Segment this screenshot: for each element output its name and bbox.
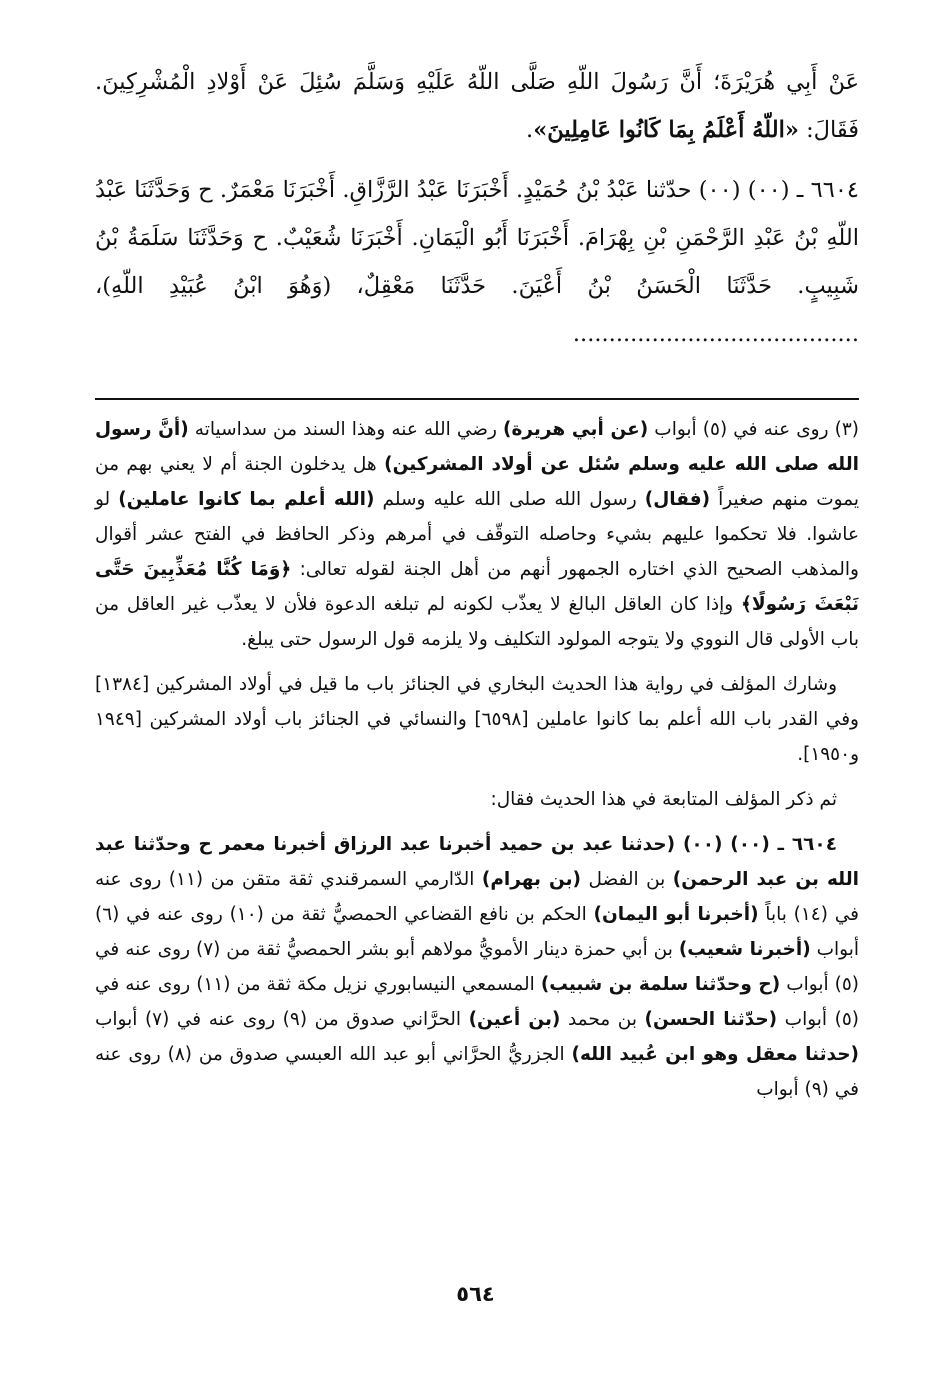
footnotes	[95, 412, 859, 1107]
continuation-dots: ........................................	[572, 321, 859, 347]
footnote-mutabaa-intro: ثم ذكر المؤلف المتابعة في هذا الحديث فقال:	[490, 789, 837, 810]
prophet-quote: «اللّهُ أَعْلَمُ بِمَا كَانُوا عَامِلِينَ»	[533, 117, 799, 143]
hadith-paragraph: عَنْ أَبِي هُرَيْرَةَ؛ أَنَّ رَسُولَ اللّهِ صَلَّى اللّهُ عَلَيْهِ وَسَلَّمَ سُئِلَ عَنْ أَوْلادِ الْمُشْرِكِينَ. فَقَالَ: «اللّهُ أَعْلَمُ بِمَا كَانُوا عَامِلِينَ».	[95, 69, 859, 143]
footnote-isnad-commentary: ٦٦٠٤ ـ (٠٠) (٠٠) (حدثنا عبد بن حميد أخبرنا عبد الرزاق أخبرنا معمر ح وحدّثنا عبد الله بن عبد الرحمن) بن الفضل (بن بهرام) الدّارمي السمرقندي ثقة متقن من (١١) روى عنه في (١٤) باباً (أخبرنا أبو اليمان) الحكم بن نافع القضاعي الحمصيُّ ثقة من (١٠) روى عنه في (٦) أبواب (أخبرنا شعيب) بن أبي حمزة دينار الأمويُّ مولاهم أبو بشر الحمصيُّ ثقة من (٧) روى عنه في (٥) أبواب (ح وحدّثنا سلمة بن شبيب) المسمعي النيسابوري نزيل مكة ثقة من (١١) روى عنه في (٥) أبواب (حدّثنا الحسن) بن محمد (بن أعين) الحرَّاني صدوق من (٩) روى عنه في (٧) أبواب (حدثنا معقل وهو ابن عُبيد الله) الجزريُّ الحرَّاني أبو عبد الله العبسي صدوق من (٨) روى عنه في (٩) أبواب	[95, 834, 860, 1100]
isnad-paragraph: ٦٦٠٤ ـ (٠٠) (٠٠) حدّثنا عَبْدُ بْنُ حُمَيْدٍ. أَخْبَرَنَا عَبْدُ الرَّزَّاقِ. أَخْبَرَنَا مَعْمَرٌ. ح وَحَدَّثَنَا عَبْدُ اللّهِ بْنُ عَبْدِ الرَّحْمَنِ بْنِ بِهْرَامَ. أَخْبَرَنَا أَبُو الْيَمَانِ. أَخْبَرَنَا شُعَيْبٌ. ح وَحَدَّثَنَا سَلَمَةُ بْنُ شَبِيبٍ. حَدَّثَنَا الْحَسَنُ بْنُ أَعْيَنَ. حَدَّثَنَا مَعْقِلٌ، (وَهُوَ ابْنُ عُبَيْدِ اللّهِ)، ........................................	[95, 177, 859, 347]
quran-verse: ﴿وَمَا كُنَّا مُعَذِّبِينَ حَتَّى نَبْعَثَ رَسُولًا﴾	[95, 559, 859, 615]
footnote-3: (٣) روى عنه في (٥) أبواب (عن أبي هريرة) رضي الله عنه وهذا السند من سداسياته (أنَّ رسول الله صلى الله عليه وسلم سُئل عن أولاد المشركين) هل يدخلون الجنة أم لا يعني بهم من يموت منهم صغيراً (فقال) رسول الله صلى الله عليه وسلم (الله أعلم بما كانوا عاملين) لو عاشوا. فلا تحكموا عليهم بشيء وحاصله التوقّف في أمرهم وذكر الحافظ في الفتح عشر أقوال والمذهب الصحيح الذي اختاره الجمهور أنهم من أهل الجنة لقوله تعالى: ﴿وَمَا كُنَّا مُعَذِّبِينَ حَتَّى نَبْعَثَ رَسُولًا﴾ وإذا كان العاقل البالغ لا يعذّب لكونه لم تبلغه الدعوة فلأن لا يعذّب غير العاقل من باب الأولى قال النووي ولا يتوجه المولود التكليف ولا يلزمه قول الرسول حتى يبلغ.	[95, 419, 860, 650]
main-text	[95, 58, 859, 358]
footnote-separator	[95, 398, 859, 400]
footnote-sharing-paragraph: وشارك المؤلف في رواية هذا الحديث البخاري في الجنائز باب ما قيل في أولاد المشركين [١٣٨٤] وفي القدر باب الله أعلم بما كانوا عاملين [٦٥٩٨] والنسائي في الجنائز باب أولاد المشركين [١٩٤٩ و١٩٥٠].	[95, 674, 859, 765]
book-page	[95, 58, 859, 1348]
page-number: ٥٦٤	[456, 1282, 495, 1306]
